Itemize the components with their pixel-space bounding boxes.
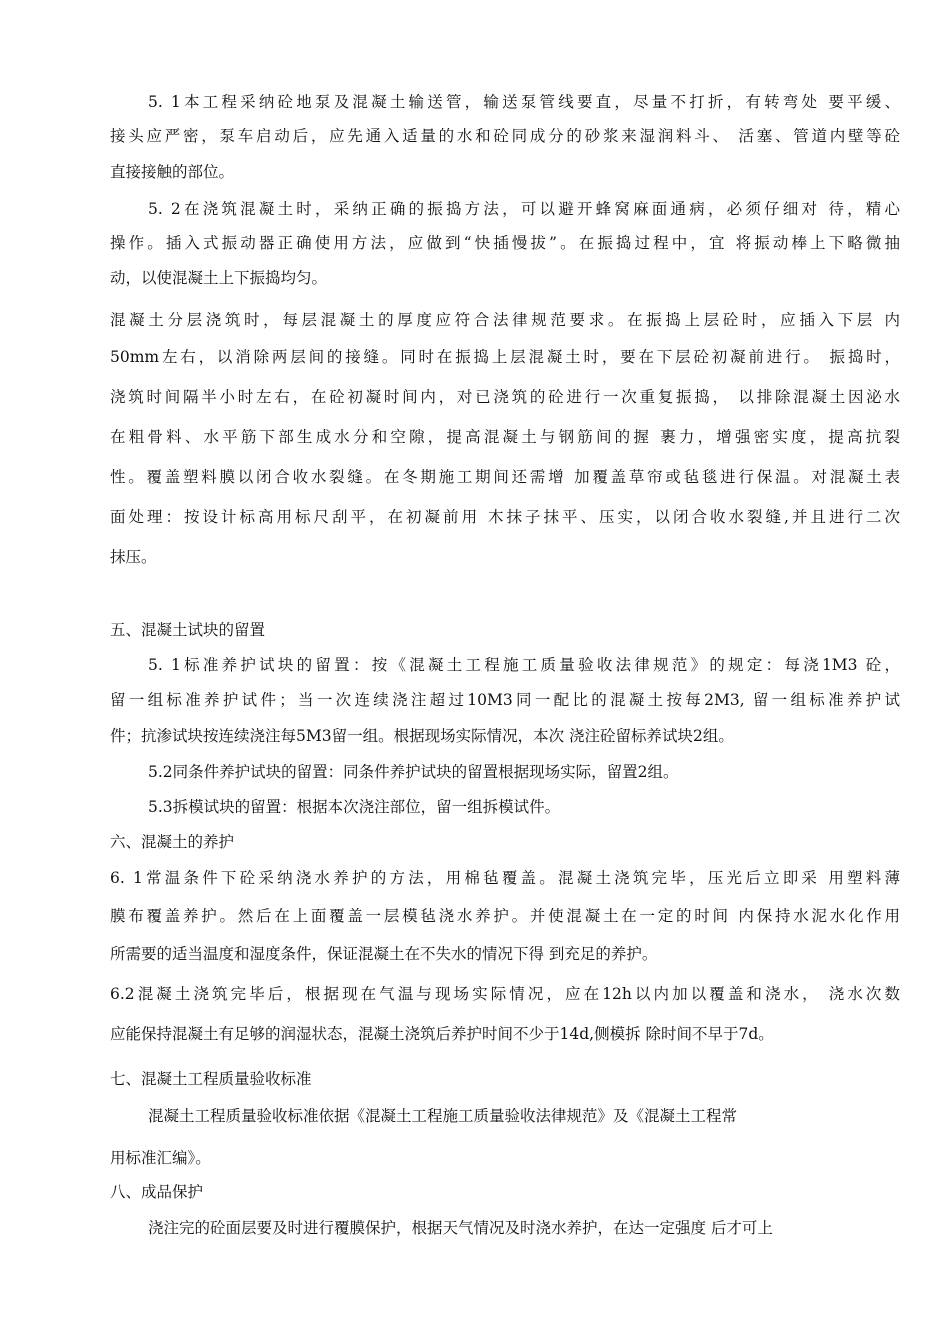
text-line: 所需要的适当温度和湿度条件，保证混凝土在不失水的情况下得 到充足的养护。 — [110, 945, 658, 963]
section-heading: 七、混凝土工程质量验收标准 — [110, 1070, 312, 1088]
text-line: 膜布覆盖养护。然后在上面覆盖一层模毡浇水养护。并使混凝土在一定的时间 内保持水泥水化作用 — [110, 907, 900, 925]
text-line: 5.2同条件养护试块的留置：同条件养护试块的留置根据现场实际，留置2组。 — [148, 763, 679, 781]
text-line: 直接接触的部位。 — [110, 163, 235, 181]
text-line: 5. 1本工程采纳砼地泵及混凝土输送管，输送泵管线要直，尽量不打折，有转弯处 要平缓、 — [148, 93, 900, 111]
text-line: 5. 1标准养护试块的留置：按《混凝土工程施工质量验收法律规范》的规定：每浇1M3 砼， — [148, 656, 900, 674]
text-line: 动，以使混凝土上下振捣均匀。 — [110, 269, 328, 287]
text-line: 在粗骨料、水平筋下部生成水分和空隙，提高混凝土与钢筋间的握 裹力，增强密实度，提高抗裂 — [110, 428, 900, 446]
section-heading: 八、成品保护 — [110, 1183, 204, 1201]
text-line: 抹压。 — [110, 548, 157, 566]
text-line: 性。覆盖塑料膜以闭合收水裂缝。在冬期施工期间还需增 加覆盖草帘或毡毯进行保温。对混凝土表 — [110, 468, 900, 486]
text-line: 用标准汇编》。 — [110, 1149, 211, 1167]
section-heading: 六、混凝土的养护 — [110, 833, 235, 851]
text-line: 面处理：按设计标高用标尺刮平，在初凝前用 木抹子抹平、压实，以闭合收水裂缝,并且进行二次 — [110, 508, 900, 526]
text-line: 混凝土分层浇筑时，每层混凝土的厚度应符合法律规范要求。在振捣上层砼时，应插入下层 内 — [110, 311, 900, 329]
text-line: 操作。插入式振动器正确使用方法，应做到“快插慢拔”。在振捣过程中，宜 将振动棒上下略微抽 — [110, 234, 900, 252]
text-line: 应能保持混凝土有足够的润湿状态，混凝土浇筑后养护时间不少于14d,侧模拆 除时间不早于7d。 — [110, 1025, 774, 1043]
text-line: 50mm左右，以消除两层间的接缝。同时在振捣上层混凝土时，要在下层砼初凝前进行。 振捣时， — [110, 348, 900, 366]
text-line: 留一组标准养护试件；当一次连续浇注超过10M3同一配比的混凝土按每2M3, 留一组标准养护试 — [110, 691, 900, 709]
text-line: 5.3拆模试块的留置：根据本次浇注部位，留一组拆模试件。 — [148, 798, 561, 816]
text-line: 6. 1常温条件下砼采纳浇水养护的方法，用棉毡覆盖。混凝土浇筑完毕，压光后立即采 用塑料薄 — [110, 869, 900, 887]
text-line: 件；抗渗试块按连续浇注每5M3留一组。根据现场实际情况，本次 浇注砼留标养试块2组。 — [110, 727, 734, 745]
text-line: 混凝土工程质量验收标准依据《混凝土工程施工质量验收法律规范》及《混凝土工程常 — [148, 1107, 738, 1125]
section-heading: 五、混凝土试块的留置 — [110, 621, 266, 639]
text-line: 浇注完的砼面层要及时进行覆膜保护，根据天气情况及时浇水养护，在达一定强度 后才可上 — [148, 1219, 773, 1237]
text-line: 6.2混凝土浇筑完毕后，根据现在气温与现场实际情况，应在12h以内加以覆盖和浇水， 浇水次数 — [110, 985, 900, 1003]
text-line: 5. 2在浇筑混凝土时，采纳正确的振捣方法，可以避开蜂窝麻面通病，必须仔细对 待，精心 — [148, 200, 900, 218]
text-line: 浇筑时间隔半小时左右，在砼初凝时间内，对已浇筑的砼进行一次重复振捣， 以排除混凝土因泌水 — [110, 388, 900, 406]
text-line: 接头应严密，泵车启动后，应先通入适量的水和砼同成分的砂浆来湿润料斗、 活塞、管道内壁等砼 — [110, 127, 900, 145]
